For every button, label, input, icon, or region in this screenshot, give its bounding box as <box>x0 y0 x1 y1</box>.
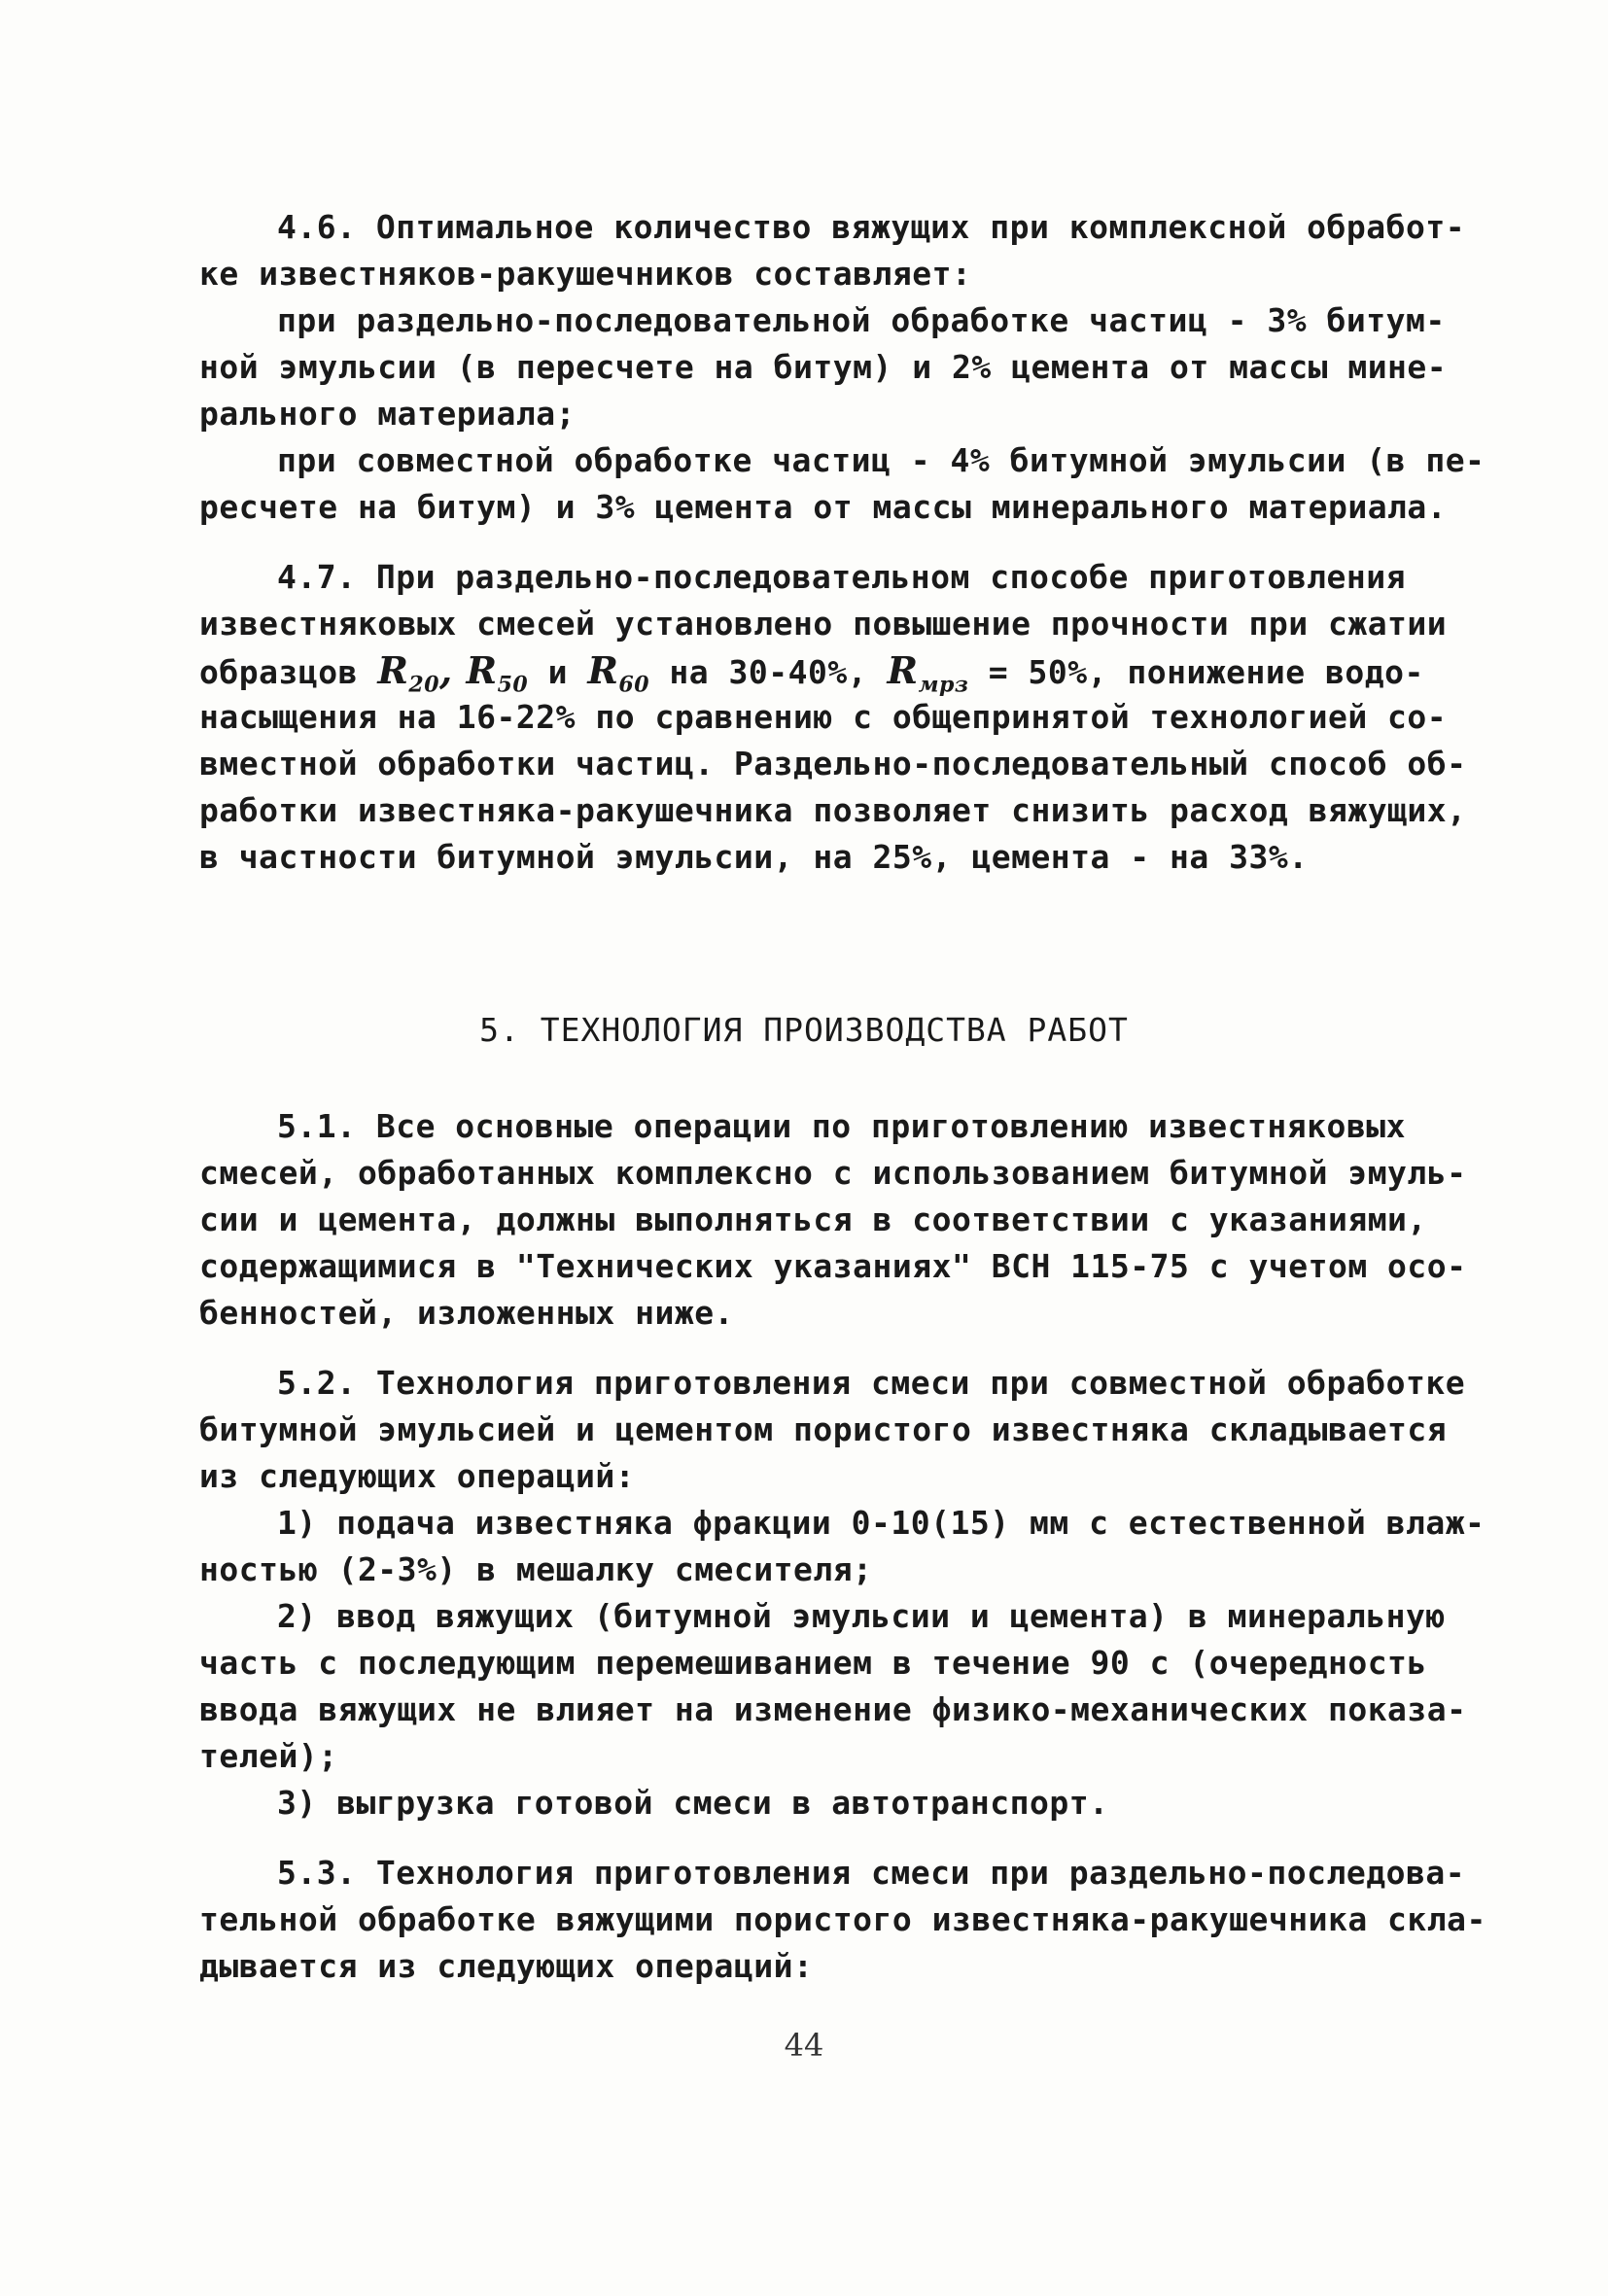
p47-line: в частности битумной эмульсии, на 25%, цемента - на 33%. <box>199 838 1309 876</box>
p52-1-line: ностью (2-3%) в мешалку смесителя; <box>199 1550 873 1588</box>
p47-line3-post: = 50%, понижение водо- <box>968 653 1424 691</box>
p46-line: 4.6. Оптимальное количество вяжущих при комплексной обработ- <box>277 208 1466 246</box>
p46-line: ке известняков-ракушечников составляет: <box>199 255 972 293</box>
p53-line: тельной обработке вяжущими пористого известняка-ракушечника скла- <box>199 1900 1486 1938</box>
p52-1-line: 1) подача известняка фракции 0-10(15) мм с естественной влаж- <box>277 1504 1486 1542</box>
and-word: и <box>528 653 588 691</box>
p51-line: бенностей, изложенных ниже. <box>199 1294 734 1332</box>
p46a-line: при раздельно-последовательной обработке частиц - 3% битум- <box>277 301 1446 339</box>
r60-symbol: $R_{60}$ <box>587 648 650 698</box>
p52-3-line: 3) выгрузка готовой смеси в автотранспорт. <box>277 1784 1109 1822</box>
p47-line: работки известняка-ракушечника позволяет снизить расход вяжущих, <box>199 791 1467 829</box>
p47-formula-line: образцов $R_{20}$, $R_{50}$ и $R_{60}$ на 30-40%, $R_{мрз} = 50\%$, понижение водо- <box>199 648 1424 698</box>
p52-2-line: 2) ввод вяжущих (битумной эмульсии и цемента) в минеральную <box>277 1597 1446 1635</box>
p47-line3-pre: образцов <box>199 653 378 691</box>
p47-line: известняковых смесей установлено повышение прочности при сжатии <box>199 605 1448 643</box>
p52-2-line: ввода вяжущих не влияет на изменение физико-механических показа- <box>199 1690 1467 1728</box>
p46a-line: рального материала; <box>199 395 576 433</box>
p46b-line: ресчете на битум) и 3% цемента от массы минерального материала. <box>199 488 1448 526</box>
p51-line: 5.1. Все основные операции по приготовлению известняковых <box>277 1107 1406 1145</box>
r50-symbol: $R_{50}$ <box>466 648 529 698</box>
p51-line: смесей, обработанных комплексно с использованием битумной эмуль- <box>199 1154 1467 1192</box>
p52-line: 5.2. Технология приготовления смеси при совместной обработке <box>277 1364 1466 1402</box>
r20-symbol: $R_{20}$ <box>377 648 440 698</box>
p51-line: сии и цемента, должны выполняться в соответствии с указаниями, <box>199 1200 1427 1238</box>
p51-line: содержащимися в "Технических указаниях" ВСН 115-75 с учетом осо- <box>199 1247 1467 1285</box>
p52-line: битумной эмульсией и цементом пористого известняка складывается <box>199 1410 1448 1448</box>
p47-line: насыщения на 16-22% по сравнению с общепринятой технологией со- <box>199 698 1448 736</box>
p46a-line: ной эмульсии (в пересчете на битум) и 2% цемента от массы мине- <box>199 348 1448 386</box>
p52-2-line: телей); <box>199 1737 338 1775</box>
p53-line: дывается из следующих операций: <box>199 1947 814 1985</box>
p47-line: вместной обработки частиц. Раздельно-последовательный способ об- <box>199 745 1467 783</box>
p52-line: из следующих операций: <box>199 1457 636 1495</box>
rmrz-symbol: $R_{мрз}$ <box>887 648 969 698</box>
p52-2-line: часть с последующим перемешиванием в течение 90 с (очередность <box>199 1644 1427 1682</box>
p53-line: 5.3. Технология приготовления смеси при раздельно-последова- <box>277 1854 1466 1892</box>
section-5-text <box>199 1103 1486 1990</box>
p47-line3-mid: на 30-40%, <box>649 653 888 691</box>
section-5-heading: 5. ТЕХНОЛОГИЯ ПРОИЗВОДСТВА РАБОТ <box>479 1011 1129 1049</box>
p46b-line: при совместной обработке частиц - 4% битумной эмульсии (в пе- <box>277 441 1486 479</box>
page-number: 44 <box>784 2027 824 2064</box>
section-4-text <box>199 204 1486 881</box>
p47-line: 4.7. При раздельно-последовательном способе приготовления <box>277 558 1406 596</box>
